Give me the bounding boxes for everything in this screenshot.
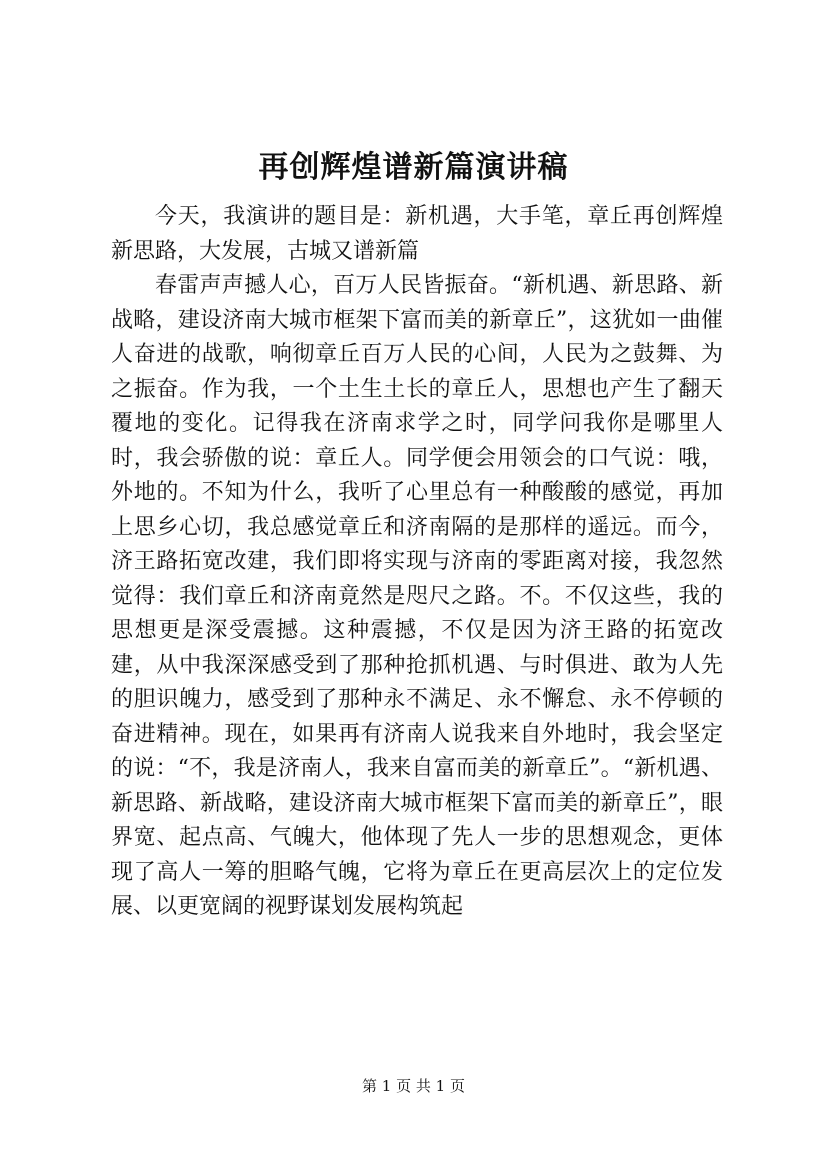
paragraph-main: 春雷声声撼人心，百万人民皆振奋。“新机遇、新思路、新战略，建设济南大城市框架下富而美的新章丘”，这犹如一曲催人奋进的战歌，响彻章丘百万人民的心间，人民为之鼓舞、为之振奋。作为我，一个土生土长的章丘人，思想也产生了翻天覆地的变化。记得我在济南求学之时，同学问我你是哪里人时，我会骄傲的说：章丘人。同学便会用领会的口气说：哦，外地的。不知为什么，我听了心里总有一种酸酸的感觉，再加上思乡心切，我总感觉章丘和济南隔的是那样的遥远。而今，济王路拓宽改建，我们即将实现与济南的零距离对接，我忽然觉得：我们章丘和济南竟然是咫尺之路。不。不仅这些，我的思想更是深受震撼。这种震撼，不仅是因为济王路的拓宽改建，从中我深深感受到了那种抢抓机遇、与时俱进、敢为人先的胆识魄力，感受到了那种永不满足、永不懈怠、永不停顿的奋进精神。现在，如果再有济南人说我来自外地时，我会坚定的说：“不，我是济南人，我来自富而美的新章丘”。“新机遇、新思路、新战略，建设济南大城市框架下富而美的新章丘”，眼界宽、起点高、气魄大，他体现了先人一步的思想观念，更体现了高人一筹的胆略气魄，它将为章丘在更高层次上的定位发展、以更宽阔的视野谋划发展构筑起 <box>111 273 723 919</box>
page-footer: 第 1 页 共 1 页 <box>362 1077 465 1095</box>
paragraph-intro: 今天，我演讲的题目是：新机遇，大手笔，章丘再创辉煌新思路，大发展，古城又谱新篇 <box>111 204 723 264</box>
document-title: 再创辉煌谱新篇演讲稿 <box>258 150 569 185</box>
document-body <box>111 200 723 925</box>
